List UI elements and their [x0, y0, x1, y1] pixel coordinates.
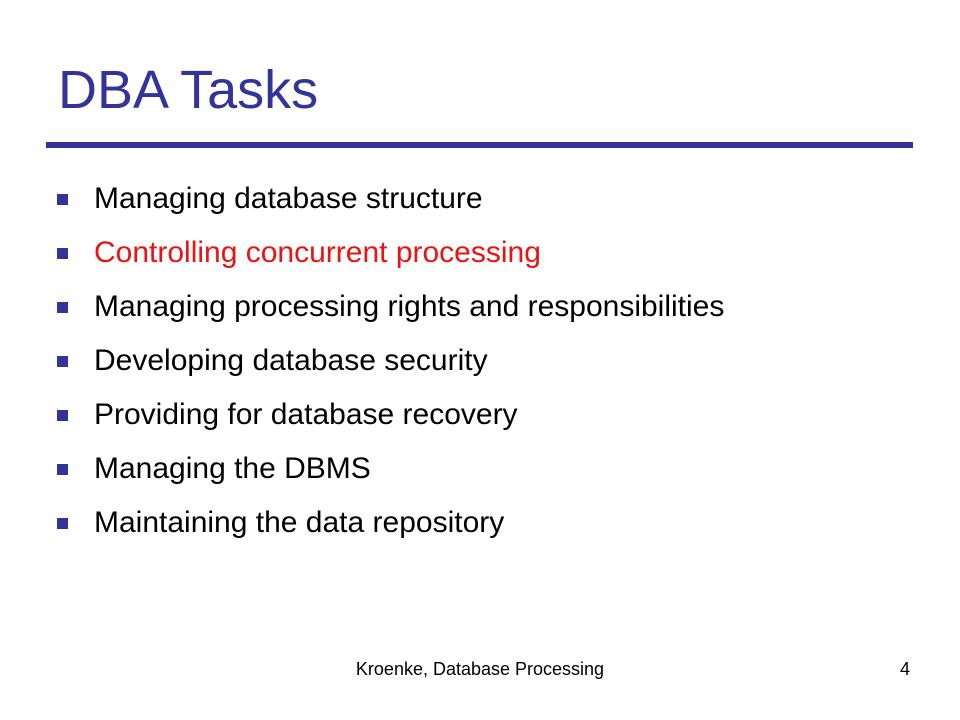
- bullet-text: Developing database security: [94, 344, 488, 377]
- bullet-text: Managing database structure: [94, 182, 483, 215]
- bullet-item: [57, 388, 724, 442]
- bullet-item: [57, 172, 724, 226]
- square-bullet-icon: [57, 302, 68, 313]
- bullet-text: Providing for database recovery: [94, 398, 518, 431]
- slide-title: DBA Tasks: [58, 60, 319, 120]
- square-bullet-icon: [57, 464, 68, 475]
- page-number: 4: [899, 659, 910, 679]
- bullet-text: Maintaining the data repository: [94, 506, 505, 539]
- bullet-item: [57, 334, 724, 388]
- square-bullet-icon: [57, 410, 68, 421]
- square-bullet-icon: [57, 356, 68, 367]
- slide-footer: Kroenke, Database Processing: [355, 659, 605, 679]
- bullet-text: Managing the DBMS: [94, 452, 371, 485]
- title-divider: [46, 142, 913, 148]
- bullet-text: Controlling concurrent processing: [94, 236, 541, 269]
- bullet-item-highlighted: [57, 226, 724, 280]
- square-bullet-icon: [57, 518, 68, 529]
- bullet-item: [57, 442, 724, 496]
- bullet-item: [57, 496, 724, 550]
- bullet-text: Managing processing rights and responsibilities: [94, 290, 725, 323]
- square-bullet-icon: [57, 248, 68, 259]
- bullet-list: [57, 172, 724, 550]
- square-bullet-icon: [57, 194, 68, 205]
- bullet-item: [57, 280, 724, 334]
